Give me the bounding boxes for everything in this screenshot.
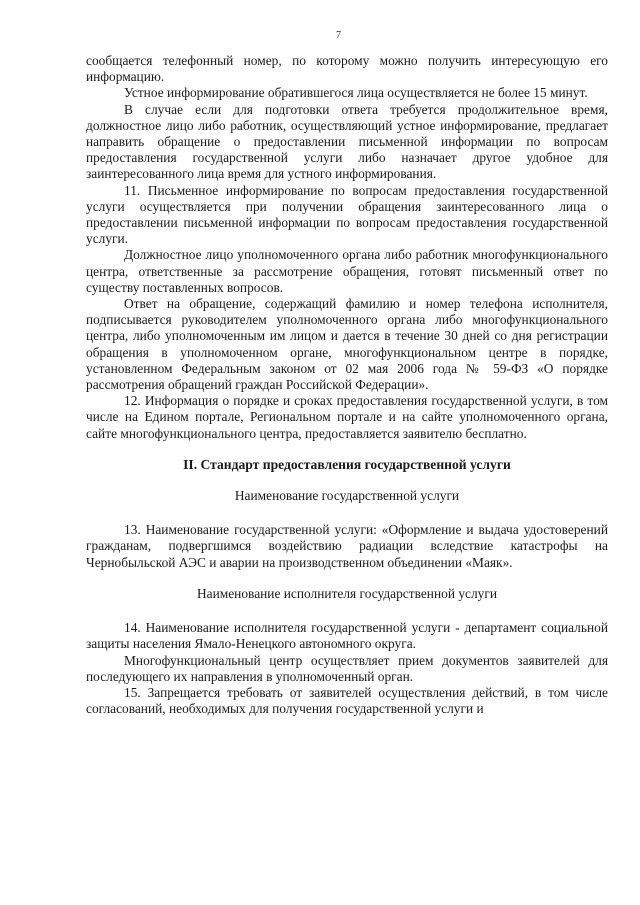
paragraph: Ответ на обращение, содержащий фамилию и номер телефона исполнителя, подписывается руководителем уполномоченного органа либо многофункционального центра, либо уполномоченным им лицом и дается в течение 30 дней со дня регистрации обращения в уполномоченном органе, многофункциональном центре в порядке, установленном Федеральным законом от 02 мая 2006 года № 59-ФЗ «О порядке рассмотрения обращений граждан Российской Федерации».: [86, 296, 608, 393]
section-title: II. Стандарт предоставления государственной услуги: [183, 456, 511, 472]
document-body: [86, 53, 608, 717]
paragraph: В случае если для подготовки ответа требуется продолжительное время, должностное лицо либо работник, осуществляющий устное информирование, предлагает направить обращение о предоставлении письменной информации по вопросам предоставления государственной услуги либо назначает другое удобное для заинтересованного лица время для устного информирования.: [86, 101, 608, 182]
subheading-service-name: Наименование государственной услуги: [234, 488, 460, 504]
paragraph: Должностное лицо уполномоченного органа либо работник многофункционального центра, ответственные за рассмотрение обращения, готовят письменный ответ по существу поставленных вопросов.: [86, 247, 608, 295]
paragraph: 12. Информация о порядке и сроках предоставления государственной услуги, в том числе на Едином портале, Региональном портале и на сайте уполномоченного органа, сайте многофункционального центра, предоставляется заявителю бесплатно.: [86, 393, 608, 441]
paragraph: сообщается телефонный номер, по которому можно получить интересующую его информацию.: [86, 53, 608, 85]
paragraph: Многофункциональный центр осуществляет прием документов заявителей для последующего их направления в уполномоченный орган.: [86, 652, 608, 684]
paragraph: 11. Письменное информирование по вопросам предоставления государственной услуги осуществляется при получении обращения заинтересованного лица о предоставлении письменной информации по вопросам предоставления государственной услуги.: [86, 182, 608, 247]
paragraph: Устное информирование обратившегося лица осуществляется не более 15 минут.: [124, 85, 588, 101]
page-number: 7: [336, 30, 341, 41]
subheading-executor: Наименование исполнителя государственной услуги: [196, 585, 498, 601]
paragraph: 14. Наименование исполнителя государственной услуги - департамент социальной защиты населения Ямало-Ненецкого автономного округа.: [86, 620, 608, 652]
paragraph: 15. Запрещается требовать от заявителей осуществления действий, в том числе согласований, необходимых для получения государственной услуги и: [86, 684, 608, 717]
paragraph-13: 13. Наименование государственной услуги: «Оформление и выдача удостоверений гражданам, подвергшимся воздействию радиации вследствие катастрофы на Чернобыльской АЭС и аварии на производственном объединении «Маяк».: [86, 522, 608, 570]
